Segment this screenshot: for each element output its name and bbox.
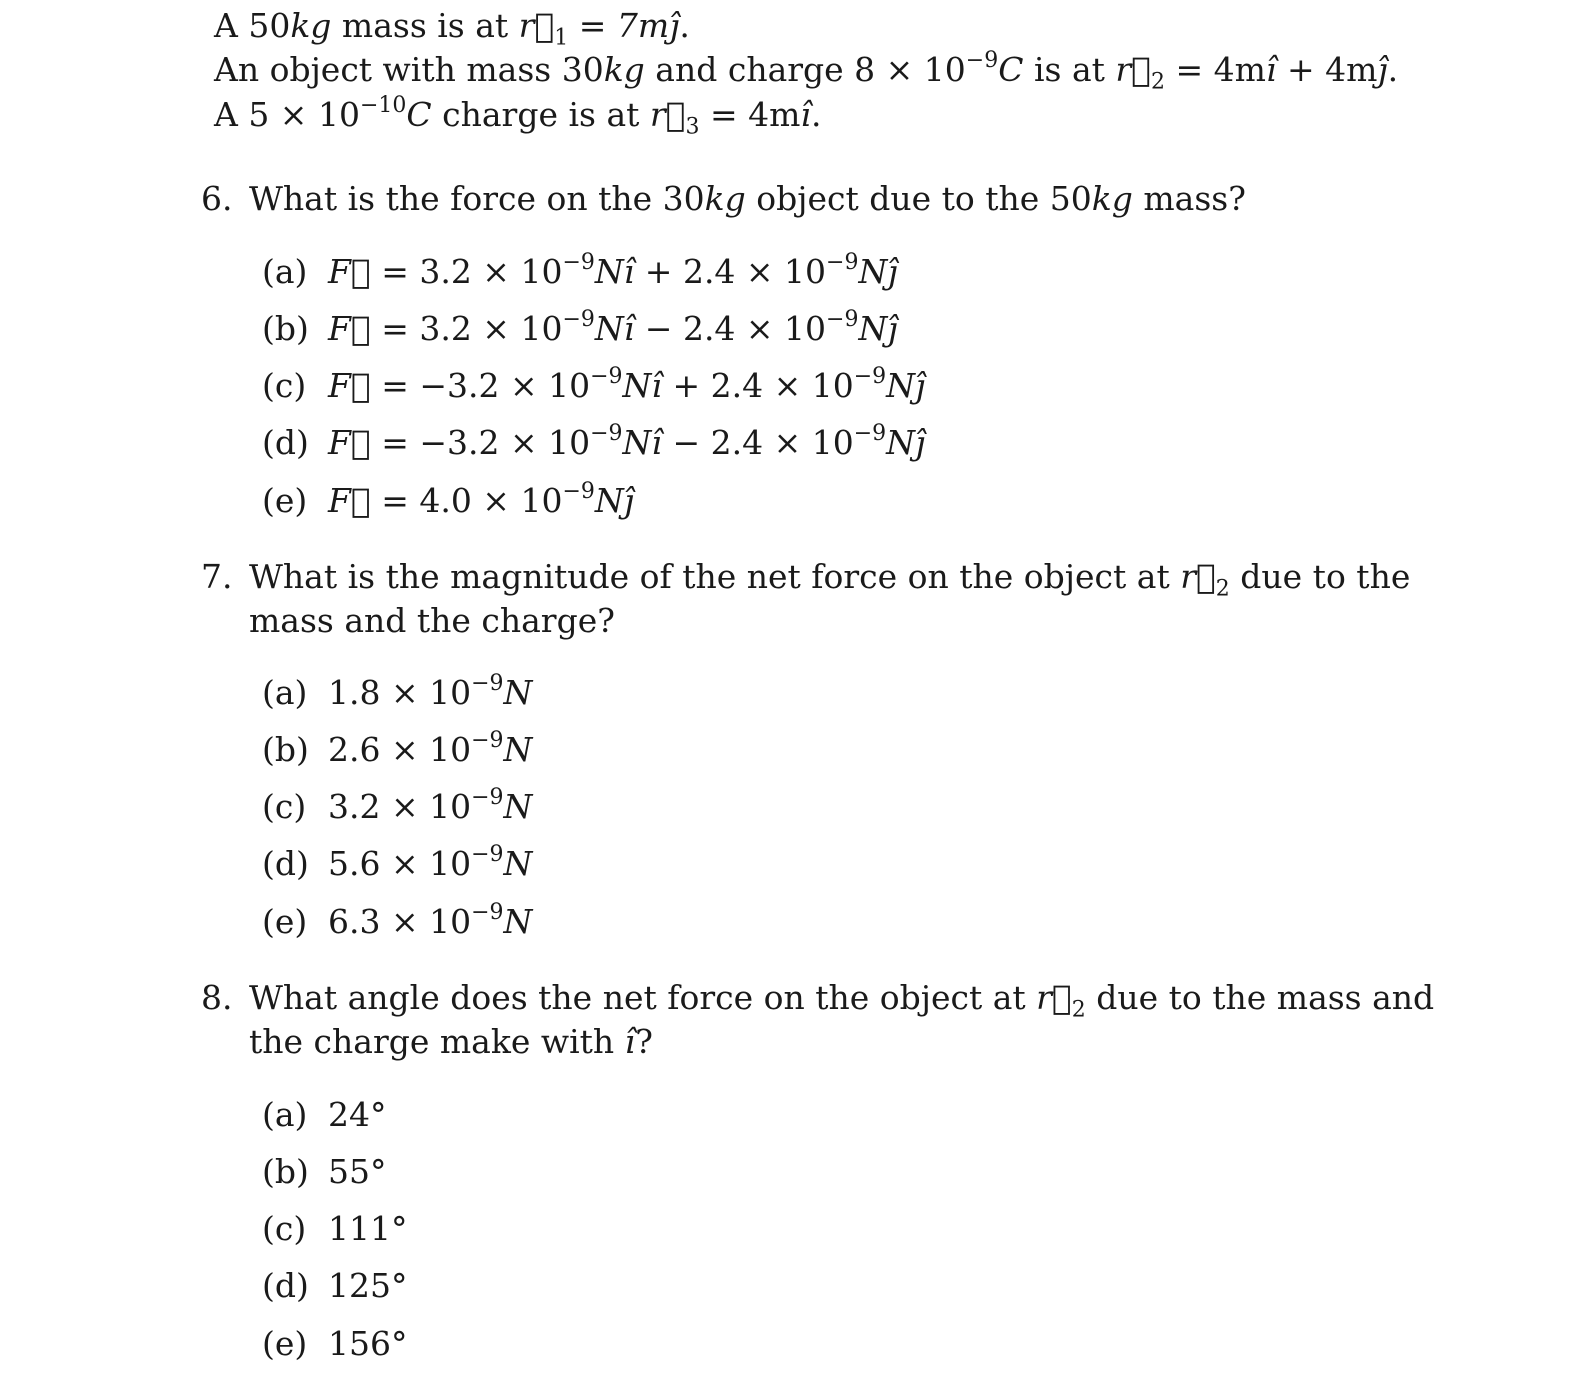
q6-option-b: (b) F⃗ = $3.2 \times 10^{-9}Nî - 2.4$ × $10^{-9}Nĵ$ bbox=[262, 307, 898, 348]
q7-option-a: (a) $1.8 \times 10^{-9}N$ bbox=[262, 671, 533, 712]
q6-option-e: (e) F⃗ = $4.0 \times 10^{-9}Nĵ$ bbox=[262, 479, 634, 520]
question-7: 7. What is the magnitude of the net force on the object at $r⃗_2$ due to the bbox=[201, 557, 1411, 602]
q6-option-a: (a) F⃗ = $3.2 \times 10^{-9}Nî + 2.4$ × $10^{-9}Nĵ$ bbox=[262, 250, 898, 291]
q8-option-b: (b) 55° bbox=[262, 1152, 387, 1191]
question-8: 8. What angle does the net force on the object at $r⃗_2$ due to the mass and bbox=[201, 978, 1435, 1023]
intro-line-1: A 50kg mass is at $r⃗_1$ = 7mĵ. bbox=[214, 6, 690, 51]
q7-option-d: (d) $5.6 \times 10^{-9}N$ bbox=[262, 842, 533, 883]
q6-option-c: (c) F⃗ = $-3.2 \times 10^{-9}Nî + 2.4$ × $10^{-9}Nĵ$ bbox=[262, 364, 926, 405]
q7-option-b: (b) $2.6 \times 10^{-9}N$ bbox=[262, 728, 533, 769]
q8-option-e: (e) 156° bbox=[262, 1324, 408, 1363]
q6-option-d: (d) F⃗ = $-3.2 \times 10^{-9}Nî - 2.4$ × $10^{-9}Nĵ$ bbox=[262, 421, 926, 462]
question-number: 7. bbox=[201, 557, 233, 596]
question-number: 6. bbox=[201, 179, 233, 218]
q8-option-c: (c) 111° bbox=[262, 1209, 408, 1248]
intro-line-3: A $5 \times 10^{-10}C$ charge is at $r⃗_3$ = 4mî. bbox=[214, 93, 822, 140]
page-cutoff bbox=[0, 1378, 1594, 1397]
question-6: 6. What is the force on the 30kg object due to the 50kg mass? bbox=[201, 179, 1246, 218]
q7-option-e: (e) $6.3 \times 10^{-9}N$ bbox=[262, 900, 533, 941]
q7-option-c: (c) $3.2 \times 10^{-9}N$ bbox=[262, 785, 533, 826]
question-7-line-2: mass and the charge? bbox=[249, 601, 615, 640]
intro-line-2: An object with mass 30kg and charge $8 \times 10^{-9}C$ is at $r⃗_2$ = 4mî + 4mĵ. bbox=[214, 48, 1399, 95]
q8-option-d: (d) 125° bbox=[262, 1266, 408, 1305]
question-8-line-2: the charge make with î? bbox=[249, 1022, 653, 1061]
q8-option-a: (a) 24° bbox=[262, 1095, 387, 1134]
question-number: 8. bbox=[201, 978, 233, 1017]
